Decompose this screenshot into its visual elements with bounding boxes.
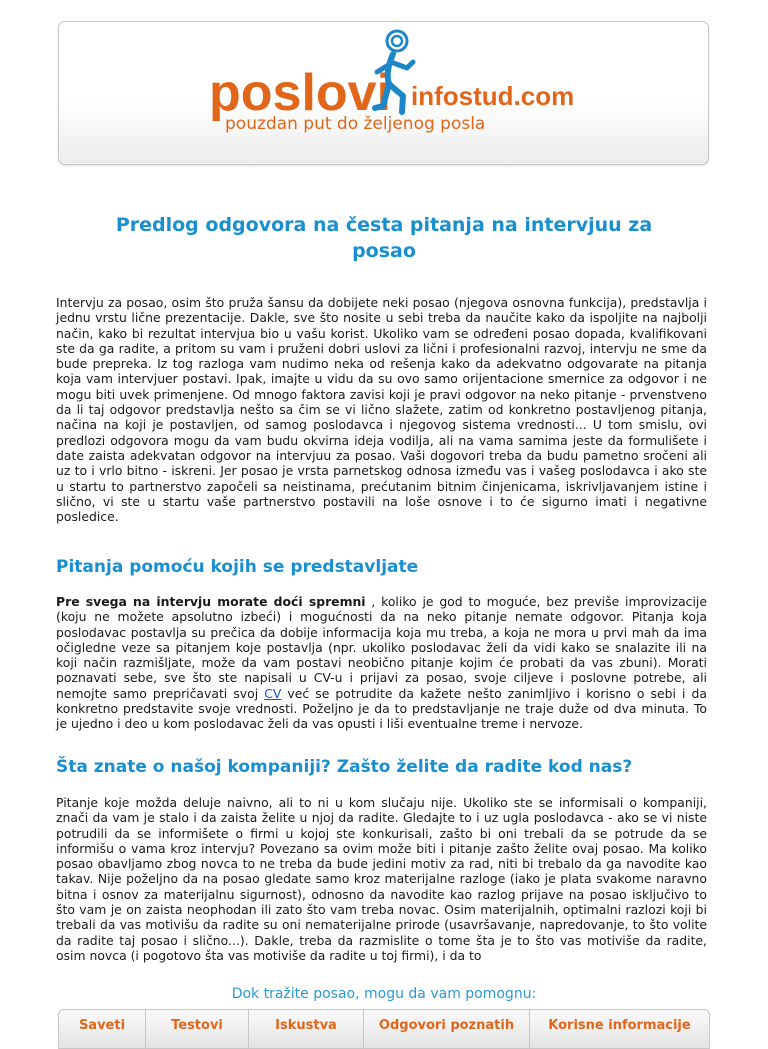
footer-tab-bar [58, 1009, 710, 1049]
footer-caption: Dok tražite posao, mogu da vam pomognu: [231, 986, 537, 1002]
section2-paragraph: Pitanje koje možda deluje naivno, ali to ni u kom slučaju nije. Ukoliko ste se informisali o kompaniji, znači da vam je stalo i da zaista želite u njoj da radite. Gledajte to i uz ugla poslodavca - ako se vi niste potrudili da se informišete o firmi u kojoj ste konkurisali, zašto bi oni trebali da se potrude da se informišu o vama kroz intervju? Povezano sa ovim može biti i pitanje zašto želite ovaj posao. Ma koliko posao obavljamo zbog novca to ne treba da bude jedini motiv za rad, niti bi trebalo da ga navodite kao takav. Nije poželjno da na posao gledate samo kroz materijalne razloge (iako je plata svakome naravno bitna i osnov za materijalnu sigurnost), odnosno da navodite kao razlog prijave na posao isključivo to što vam je on zaista neophodan ili zato što vam treba novac. Osim materijalnih, optimalni razlozi koji bi trebali da vas motivišu da radite su oni nematerijalne prirode (usavršavanje, napredovanje, to što volite da radite taj posao i slično...). Dakle, treba da razmislite o tome šta je to što vas motiviše da radite, osim novca (i pogotovo šta vas motiviše da radite u toj firmi), i da to [56, 795, 707, 963]
footer-tab-saveti[interactable]: Saveti [59, 1010, 146, 1048]
cv-link[interactable]: CV [264, 685, 282, 701]
header-banner [58, 21, 709, 165]
section1-text-after-link: već se potrudite da kažete nešto zanimljivo i korisno o sebi i da konkretno predstavite svoje vrednosti. Poželjno je da to predstavljanje ne traje duže od dva minuta. To je ujedno i deo u kom poslodavac želi da vas opusti i liši eventualne treme i nervoze. [56, 685, 707, 732]
footer-tab-testovi[interactable]: Testovi [146, 1010, 249, 1048]
footer-tab-korisne-informacije[interactable]: Korisne informacije [548, 1018, 691, 1033]
footer-tab-iskustva[interactable]: Iskustva [249, 1010, 364, 1048]
section1-text-before-link: , koliko je god to moguće, bez previše improvizacije (koju ne možete apsolutno izbeći) i mogućnosti da na neko pitanje nemate odgovor. Pitanja koja poslodavac postavlja su prečica da dobije informacija koja mu treba, a koja ne mora u prvi mah da ima očigledne veze sa pitanjem koje postavlja (npr. ukoliko poslodavac želi da vidi kako se snalazite ili na koji način razmišljate, može da vam postavi neobično pitanje kojim će probati da vas zbuni). Morati poznavati sebe, sve što ste napisali u CV-u i prijavi za posao, svoje ciljeve i poslovne potrebe, ali nemojte samo prepričavati svoj [56, 594, 707, 701]
page-title-line2: posao [352, 240, 416, 262]
section-heading-company: Šta znate o našoj kompaniji? Zašto želite da radite kod nas? [56, 757, 633, 777]
logo-domain-text: infostud.com [411, 81, 575, 111]
page-title-line1: Predlog odgovora na česta pitanja na intervjuu za [115, 214, 653, 236]
logo[interactable] [59, 22, 710, 166]
section1-bold-lead: Pre svega na intervju morate doći spremni [56, 594, 366, 609]
logo-main-text: poslovi [209, 64, 392, 122]
section1-paragraph [56, 594, 707, 732]
section-heading-introduction: Pitanja pomoću kojih se predstavljate [56, 557, 419, 577]
intro-paragraph: Intervju za posao, osim što pruža šansu da dobijete neki posao (njegova osnovna funkcija), predstavlja i jednu vrstu lične prezentacije. Dakle, sve što nosite u sebi treba da naučite kako da ispoljite na najbolji način, kako bi rezultat intervjua bio u vašu korist. Ukoliko vam se određeni posao dopada, kvalifikovani ste da ga radite, a pritom su vam i pruženi dobri uslovi za lični i profesionalni razvoj, intervju ne sme da bude prepreka. Iz tog razloga vam nudimo neka od rešenja kako da adekvatno odgovarate na pitanja koja vam intervjuer postavi. Ipak, imajte u vidu da su ovo samo orijentacione smernice za odgovor i ne mogu biti uvek primenjene. Od mnogo faktora zavisi koji je pravi odgovor na neko pitanje - prvenstveno da li taj odgovor predstavlja nešto sa čim se vi lično slažete, zatim od konkretno postavljenog pitanja, načina na koji je postavljen, od samog poslodavca i njegovog sistema vrednosti... U tom smislu, ovi predlozi odgovora mogu da vam budu okvirna ideja vodilja, ali na vama samima jeste da formulišete i date zaista adekvatan odgovor na intervjuu za posao. Vaši dogovori treba da budu pametno sročeni ali uz to i vrlo bitno - iskreni. Jer posao je vrsta parnetskog odnosa između vas i vašeg poslodavca i ako ste u startu to partnerstvo započeli sa neistinama, prećutanim bitnim činjenicama, iskrivljavanjem istine i slično, vi ste u startu vaše partnerstvo postavili na loše osnove i to će sigurno imati i negativne posledice. [56, 295, 707, 525]
logo-tagline: pouzdan put do željenog posla [225, 114, 486, 134]
footer-tab-odgovori-poznatih[interactable]: Odgovori poznatih [364, 1010, 530, 1048]
page-title [60, 212, 708, 264]
